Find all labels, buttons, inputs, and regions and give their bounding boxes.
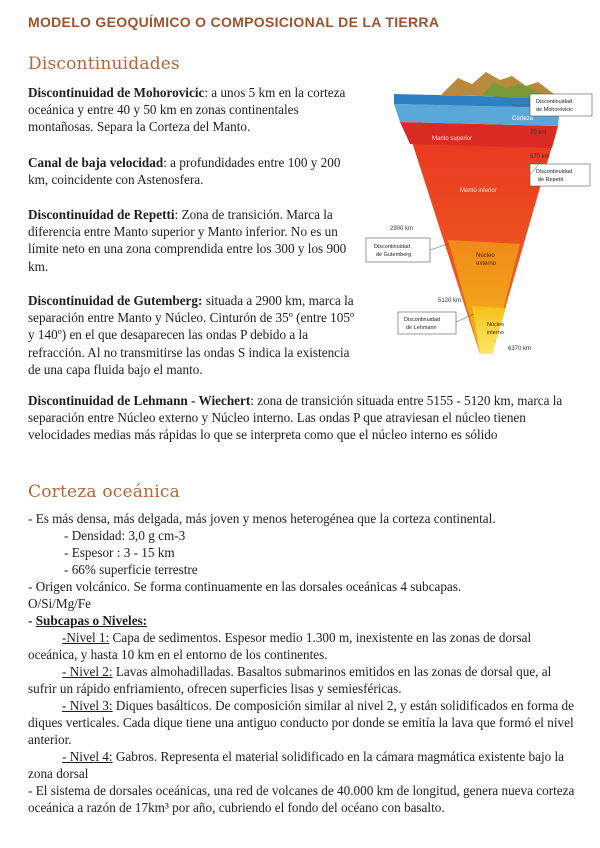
paragraph-mohorovicic xyxy=(28,84,356,136)
svg-text:Discontinuidad: Discontinuidad xyxy=(404,317,441,323)
paragraph-lehmann xyxy=(28,392,576,444)
term-lehmann: Discontinuidad de Lehmann - Wiechert xyxy=(28,393,251,408)
text-repetti: : Zona de transición. Marca la diferencia entre Manto superior y Manto inferior. No es un límite neto en una zona comprendida entre los 300 y los 900 km. xyxy=(28,207,347,274)
oceanic-line-1: - Es más densa, más delgada, más joven y menos heterogénea que la corteza continental. xyxy=(28,511,496,526)
svg-text:de Mohorovicic: de Mohorovicic xyxy=(536,107,573,113)
subcapas-title: Subcapas o Niveles: xyxy=(35,613,148,628)
text-mohorovicic: : a unos 5 km en la corteza oceánica y entre 40 y 50 km en zonas continentales montañosas. Separa la Corteza del Manto. xyxy=(28,85,346,135)
depth-670km: 670 km xyxy=(530,154,550,160)
paragraph-gutenberg xyxy=(28,292,358,378)
svg-text:Discontinuidad: Discontinuidad xyxy=(536,169,573,175)
oceanic-composicion: O/Si/Mg/Fe xyxy=(28,596,92,611)
nivel-4-label: - Nivel 4: xyxy=(62,749,113,764)
svg-text:de Repetti: de Repetti xyxy=(538,177,564,183)
text-lehmann: : zona de transición situada entre 5155 - 5120 km, marca la separación entre Núcleo externo y Núcleo interno. Las ondas P que atraviesan el núcleo tienen velocidades medias más rápidas lo que se interpreta como que el núcleo interno es sólido xyxy=(28,393,563,443)
nivel-4: - Nivel 4: Gabros. Representa el material solidificado en la cámara magmática existente bajo la zona dorsal xyxy=(28,749,565,782)
nivel-2: - Nivel 2: Lavas almohadilladas. Basaltos submarinos emitidos en las zonas de dorsal que, al sufrir un rápido enfriamiento, ofrecen superficies lisas y semiesféricas. xyxy=(28,664,552,697)
label-nucleo-externo-1: Núcleo xyxy=(476,253,495,259)
svg-text:de Lehmann: de Lehmann xyxy=(406,325,437,331)
nivel-1: -Nivel 1: Capa de sedimentos. Espesor medio 1.300 m, inexistente en las zonas de dorsal oceánica, y hasta 10 km en el entorno de los continentes. xyxy=(28,630,532,663)
callout-lehmann xyxy=(398,312,474,334)
depth-6370km: 6370 km xyxy=(508,346,532,352)
oceanic-superficie: - 66% superficie terrestre xyxy=(64,562,198,577)
depth-2900km: 2900 km xyxy=(390,226,414,232)
nivel-3: - Nivel 3: Diques basálticos. De composición similar al nivel 2, y están solidificados en forma de diques verticales. Cada dique tiene una antiguo conducto por donde se emitía la lava que formó el nivel anterior. xyxy=(28,698,574,748)
text-canal: : a profundidades entre 100 y 200 km, coincidente con Astenosfera. xyxy=(28,155,341,188)
term-repetti: Discontinuidad de Repetti xyxy=(28,207,175,222)
oceanic-origen: - Origen volcánico. Se forma continuamente en las dorsales oceánicas 4 subcapas. xyxy=(28,579,462,594)
depth-5120km: 5120 km xyxy=(438,298,462,304)
section-heading-discontinuidades: Discontinuidades xyxy=(28,54,180,74)
term-canal: Canal de baja velocidad xyxy=(28,155,164,170)
svg-text:Discontinuidad: Discontinuidad xyxy=(536,99,573,105)
label-nucleo-interno-2: interno xyxy=(487,330,504,336)
term-gutenberg: Discontinuidad de Gutemberg: xyxy=(28,293,203,308)
label-nucleo-interno-1: Núcleo xyxy=(487,322,505,328)
nivel-1-label: -Nivel 1: xyxy=(62,630,110,645)
nivel-3-label: - Nivel 3: xyxy=(62,698,113,713)
paragraph-repetti xyxy=(28,206,356,275)
earth-layers-diagram xyxy=(362,64,594,362)
oceanic-espesor: - Espesor : 3 - 15 km xyxy=(64,545,175,560)
svg-text:de Gutemberg: de Gutemberg xyxy=(376,252,412,258)
oceanic-densidad: - Densidad: 3,0 g cm-3 xyxy=(64,528,186,543)
callout-repetti xyxy=(530,160,590,186)
subcapas-heading: - Subcapas o Niveles: xyxy=(28,613,148,628)
depth-70km: 70 km xyxy=(530,130,547,136)
page-title: MODELO GEOQUÍMICO O COMPOSICIONAL DE LA TIERRA xyxy=(28,14,440,30)
label-corteza: Corteza xyxy=(512,116,534,122)
paragraph-canal-baja-velocidad xyxy=(28,154,356,188)
svg-text:Discontinuidad: Discontinuidad xyxy=(374,244,411,250)
term-mohorovicic: Discontinuidad de Mohorovicic xyxy=(28,85,205,100)
nivel-2-label: - Nivel 2: xyxy=(62,664,113,679)
callout-gutenberg xyxy=(366,238,448,262)
label-manto-inferior: Manto inferior xyxy=(460,188,497,194)
section-heading-corteza-oceanica: Corteza oceánica xyxy=(28,482,180,502)
oceanic-dorsales: - El sistema de dorsales oceánicas, una red de volcanes de 40.000 km de longitud, genera nueva corteza oceánica a razón de 17km³ por año, cubriendo el fondo del océano con basalto. xyxy=(28,783,575,816)
label-nucleo-externo-2: externo xyxy=(476,261,497,267)
label-manto-superior: Manto superior xyxy=(432,136,473,142)
text-gutenberg: situada a 2900 km, marca la separación entre Manto y Núcleo. Cinturón de 35º (entre 105º y 140º) en el que desaparecen las ondas P debido a la refracción. Al no transmitirse las ondas S indica la existencia de una capa fluida bajo el manto. xyxy=(28,293,355,377)
